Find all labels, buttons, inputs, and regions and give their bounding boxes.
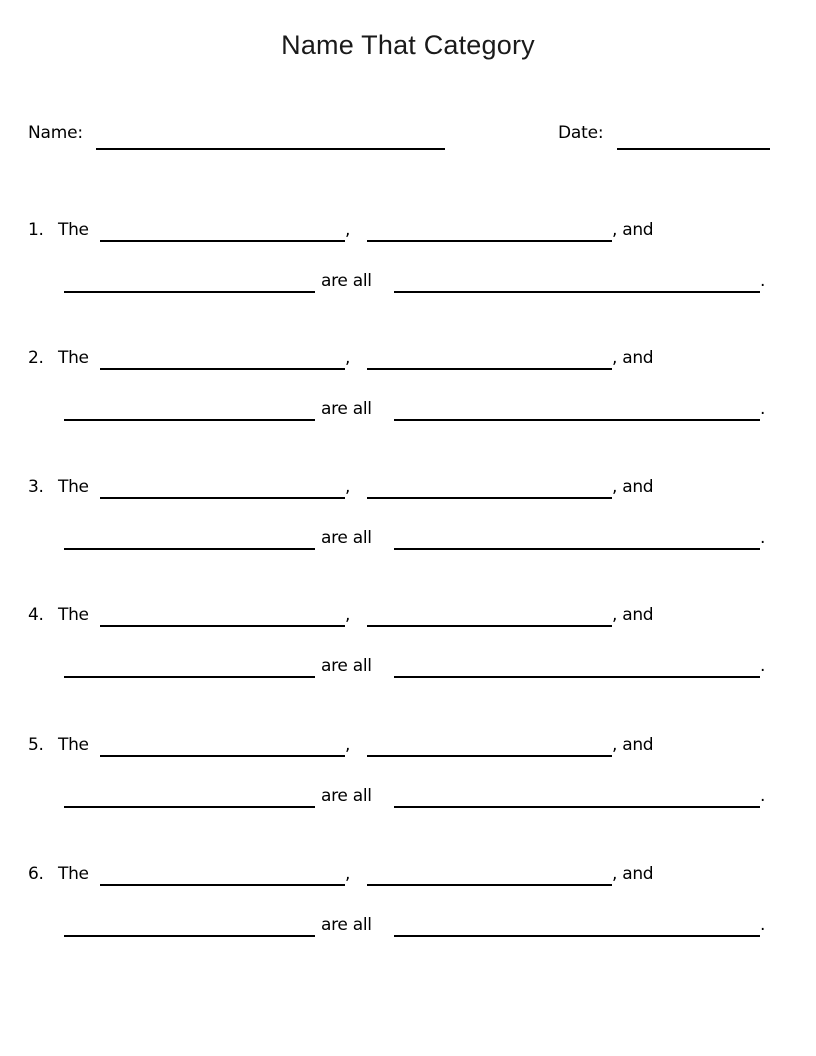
question-item [0, 604, 816, 709]
question-comma-1: , [345, 477, 351, 497]
question-number: 6. [28, 864, 44, 884]
question-period: . [760, 915, 766, 935]
question-line-secondary [0, 398, 816, 430]
question-comma-1: , [345, 220, 351, 240]
name-label: Name: [28, 123, 83, 143]
answer-blank-1[interactable] [100, 625, 345, 627]
answer-blank-2[interactable] [367, 368, 612, 370]
question-comma-1: , [345, 735, 351, 755]
question-line-secondary [0, 655, 816, 687]
question-word-the: The [58, 220, 89, 240]
question-comma-and: , and [612, 477, 654, 497]
question-words-are-all: are all [321, 915, 372, 935]
question-period: . [760, 528, 766, 548]
answer-blank-4[interactable] [394, 419, 760, 421]
question-comma-and: , and [612, 220, 654, 240]
question-comma-and: , and [612, 348, 654, 368]
answer-blank-2[interactable] [367, 625, 612, 627]
question-period: . [760, 656, 766, 676]
question-number: 5. [28, 735, 44, 755]
question-period: . [760, 271, 766, 291]
question-period: . [760, 786, 766, 806]
answer-blank-1[interactable] [100, 368, 345, 370]
answer-blank-3[interactable] [64, 548, 315, 550]
answer-blank-2[interactable] [367, 755, 612, 757]
answer-blank-1[interactable] [100, 240, 345, 242]
question-line-secondary [0, 785, 816, 817]
question-words-are-all: are all [321, 528, 372, 548]
question-words-are-all: are all [321, 656, 372, 676]
question-number: 4. [28, 605, 44, 625]
answer-blank-4[interactable] [394, 291, 760, 293]
answer-blank-4[interactable] [394, 676, 760, 678]
answer-blank-3[interactable] [64, 935, 315, 937]
question-comma-and: , and [612, 864, 654, 884]
question-period: . [760, 399, 766, 419]
question-comma-1: , [345, 348, 351, 368]
question-item [0, 734, 816, 839]
question-line-primary [0, 219, 816, 251]
answer-blank-3[interactable] [64, 291, 315, 293]
answer-blank-4[interactable] [394, 806, 760, 808]
answer-blank-2[interactable] [367, 240, 612, 242]
question-item [0, 219, 816, 324]
question-word-the: The [58, 348, 89, 368]
question-item [0, 476, 816, 581]
answer-blank-2[interactable] [367, 884, 612, 886]
question-item [0, 347, 816, 452]
question-line-secondary [0, 914, 816, 946]
question-number: 1. [28, 220, 44, 240]
question-comma-and: , and [612, 605, 654, 625]
question-word-the: The [58, 735, 89, 755]
question-line-secondary [0, 527, 816, 559]
name-date-header [0, 123, 816, 153]
answer-blank-1[interactable] [100, 755, 345, 757]
page-title: Name That Category [281, 30, 535, 60]
question-line-primary [0, 734, 816, 766]
question-words-are-all: are all [321, 399, 372, 419]
question-line-primary [0, 863, 816, 895]
date-label: Date: [558, 123, 604, 143]
question-word-the: The [58, 477, 89, 497]
question-number: 3. [28, 477, 44, 497]
question-line-primary [0, 476, 816, 508]
question-words-are-all: are all [321, 271, 372, 291]
question-comma-1: , [345, 864, 351, 884]
answer-blank-4[interactable] [394, 935, 760, 937]
question-number: 2. [28, 348, 44, 368]
question-line-secondary [0, 270, 816, 302]
question-comma-and: , and [612, 735, 654, 755]
question-words-are-all: are all [321, 786, 372, 806]
question-comma-1: , [345, 605, 351, 625]
question-word-the: The [58, 605, 89, 625]
question-line-primary [0, 604, 816, 636]
answer-blank-3[interactable] [64, 419, 315, 421]
answer-blank-3[interactable] [64, 806, 315, 808]
answer-blank-2[interactable] [367, 497, 612, 499]
question-line-primary [0, 347, 816, 379]
answer-blank-1[interactable] [100, 497, 345, 499]
name-input-line[interactable] [96, 148, 445, 150]
question-item [0, 863, 816, 968]
date-input-line[interactable] [617, 148, 770, 150]
answer-blank-1[interactable] [100, 884, 345, 886]
answer-blank-4[interactable] [394, 548, 760, 550]
answer-blank-3[interactable] [64, 676, 315, 678]
question-word-the: The [58, 864, 89, 884]
